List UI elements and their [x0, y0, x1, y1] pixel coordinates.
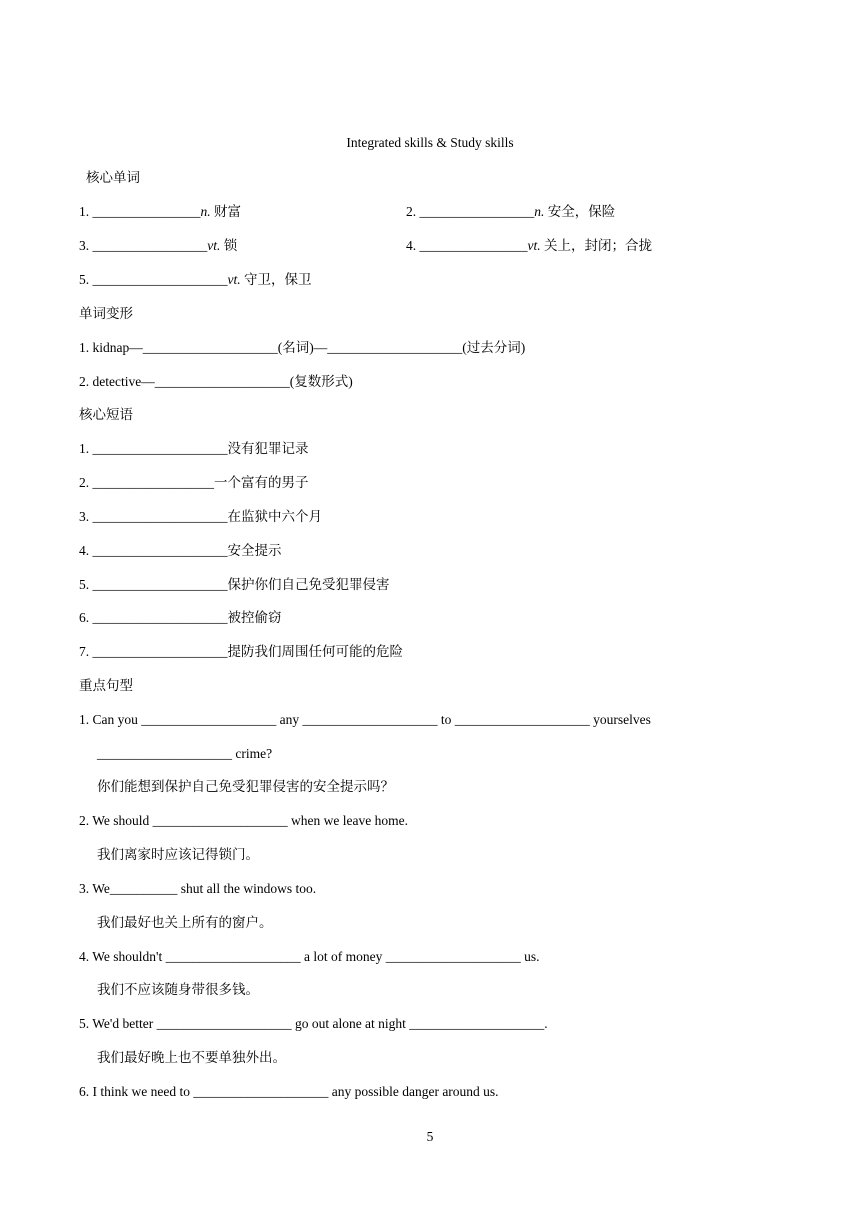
blank-1: 1. ________________ [79, 204, 201, 219]
pos-2: n. [534, 204, 545, 219]
sentence-5-zh: 我们最好晚上也不要单独外出。 [97, 1050, 286, 1065]
sentence-4-en: 4. We shouldn't ____________________ a lot of money ____________________ us. [79, 949, 540, 964]
sentence-1-en-cont: ____________________ crime? [97, 746, 273, 761]
pos-1: n. [200, 204, 211, 219]
sentence-2-en: 2. We should ____________________ when we leave home. [79, 813, 408, 828]
sentence-5-en: 5. We'd better ____________________ go out alone at night ____________________. [79, 1016, 548, 1031]
sentence-4-zh: 我们不应该随身带很多钱。 [97, 982, 259, 997]
phrase-item-6: 6. ____________________被控偷窃 [79, 610, 282, 625]
meaning-1: 财富 [210, 204, 241, 219]
phrase-item-2: 2. __________________一个富有的男子 [79, 475, 309, 490]
phrase-item-7: 7. ____________________提防我们周围任何可能的危险 [79, 644, 403, 659]
section-heading-core-phrases: 核心短语 [79, 407, 133, 422]
phrase-item-5: 5. ____________________保护你们自己免受犯罪侵害 [79, 577, 390, 592]
phrase-item-4: 4. ____________________安全提示 [79, 543, 282, 558]
sentence-6-en: 6. I think we need to ____________________ any possible danger around us. [79, 1084, 499, 1099]
pos-3: vt. [207, 238, 221, 253]
meaning-5: 守卫，保卫 [240, 272, 312, 287]
sentence-3-zh: 我们最好也关上所有的窗户。 [97, 915, 273, 930]
word-form-item-1: 1. kidnap—____________________(名词)—____________________(过去分词) [79, 340, 526, 355]
sentence-1-zh: 你们能想到保护自己免受犯罪侵害的安全提示吗？ [97, 779, 394, 794]
blank-4: 4. ________________ [406, 238, 528, 253]
blank-2: 2. _________________ [406, 204, 535, 219]
sentence-2-zh: 我们离家时应该记得锁门。 [97, 847, 259, 862]
section-heading-core-words: 核心单词 [86, 170, 140, 185]
core-word-item-1 [79, 203, 241, 221]
core-word-item-3 [79, 237, 237, 255]
pos-5: vt. [227, 272, 241, 287]
phrase-item-1: 1. ____________________没有犯罪记录 [79, 441, 309, 456]
sentence-3-en: 3. We__________ shut all the windows too. [79, 881, 317, 896]
meaning-3: 锁 [220, 238, 238, 253]
page-number: 5 [426, 1129, 434, 1144]
page-title: Integrated skills & Study skills [346, 135, 514, 150]
meaning-2: 安全，保险 [544, 204, 616, 219]
core-word-item-4 [406, 237, 652, 255]
core-word-item-5 [79, 271, 312, 289]
meaning-4: 关上，封闭；合拢 [540, 238, 652, 253]
core-word-item-2 [406, 203, 615, 221]
section-heading-key-sentences: 重点句型 [79, 678, 133, 693]
blank-3: 3. _________________ [79, 238, 208, 253]
word-form-item-2: 2. detective—____________________(复数形式) [79, 374, 353, 389]
blank-5: 5. ____________________ [79, 272, 228, 287]
sentence-1-en: 1. Can you ____________________ any ____________________ to ____________________ yourselves [79, 712, 651, 727]
section-heading-word-forms: 单词变形 [79, 306, 133, 321]
phrase-item-3: 3. ____________________在监狱中六个月 [79, 509, 322, 524]
pos-4: vt. [527, 238, 541, 253]
